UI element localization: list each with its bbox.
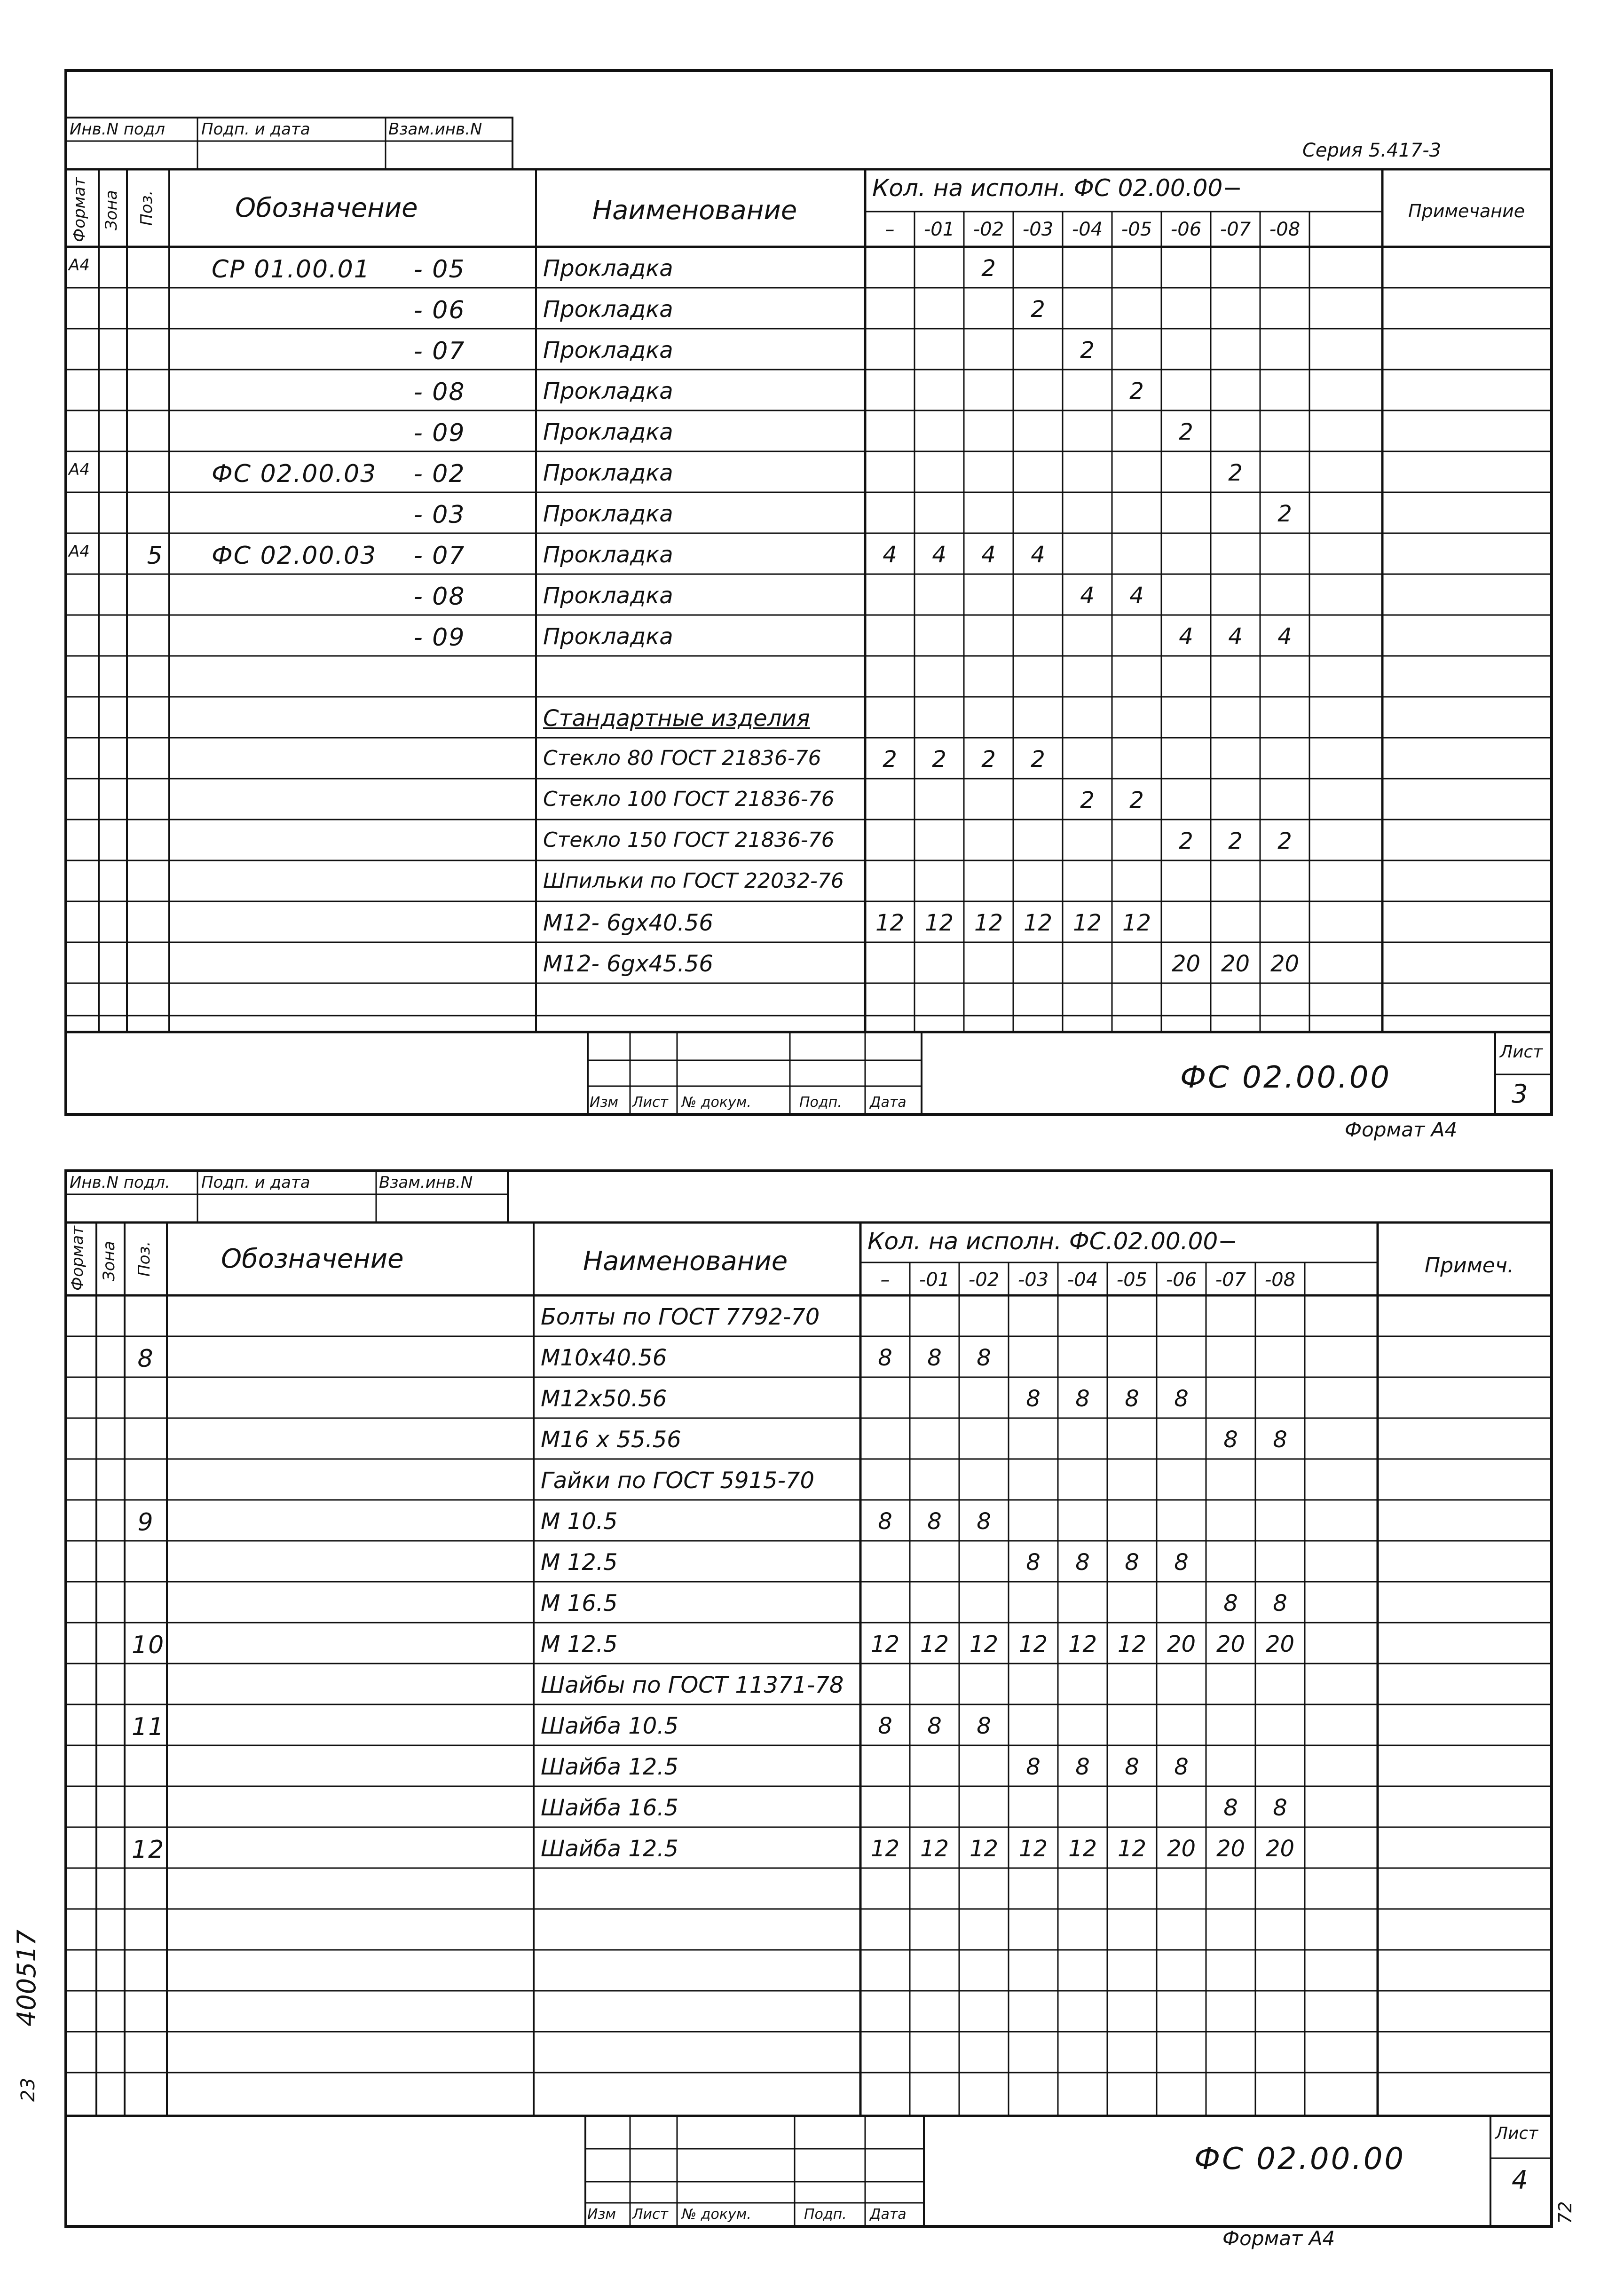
row-position: 8	[137, 1345, 154, 1373]
row-name: М12- 6gх45.56	[543, 951, 713, 977]
zone-header: Зона	[100, 1241, 118, 1281]
qty-cell: 8	[878, 1345, 892, 1371]
row-name: Стандартные изделия	[543, 705, 810, 732]
qty-cell: 2	[932, 746, 946, 773]
qty-cell: 8	[927, 1508, 942, 1535]
qty-cell: 8	[977, 1345, 991, 1371]
row-name: М12х50.56	[541, 1386, 667, 1412]
tb-podp: Подп.	[799, 1094, 842, 1111]
name-header: Наименование	[583, 1246, 788, 1277]
qty-cell: 20	[1171, 951, 1201, 977]
variant-header: -02	[968, 1269, 1000, 1291]
qty-cell: 20	[1167, 1631, 1196, 1657]
qty-cell: 12	[1072, 910, 1102, 936]
row-format: А4	[69, 542, 90, 561]
row-position: 11	[132, 1713, 165, 1741]
qty-cell: 8	[1125, 1754, 1139, 1780]
note-header: Примечание	[1408, 201, 1525, 221]
qty-cell: 20	[1265, 1836, 1295, 1862]
vzam-label: Взам.инв.N	[388, 120, 482, 139]
qty-cell: 8	[1075, 1754, 1090, 1780]
qty-cell: 8	[1223, 1427, 1238, 1453]
spec-sheet-3	[0, 0, 1624, 1141]
qty-cell: 12	[1018, 1631, 1048, 1657]
row-name: Прокладка	[543, 501, 673, 527]
format-label: Формат А4	[1345, 1118, 1458, 1141]
qty-cell: 2	[981, 746, 996, 773]
row-name: Шайба 12.5	[541, 1754, 679, 1780]
qty-cell: 2	[1228, 828, 1243, 854]
qty-cell: 12	[870, 1836, 900, 1862]
row-designation-suffix: - 08	[414, 583, 465, 611]
variant-header: -01	[923, 219, 955, 240]
variant-header: -02	[973, 219, 1004, 240]
row-name: М12- 6gх40.56	[543, 910, 713, 936]
qty-cell: 8	[1075, 1386, 1090, 1412]
qty-cell: 2	[883, 746, 897, 773]
row-name: Прокладка	[543, 583, 673, 609]
qty-cell: 8	[1174, 1549, 1189, 1576]
qty-cell: 8	[1174, 1754, 1189, 1780]
qty-cell: 2	[1277, 501, 1292, 527]
pos-header: Поз.	[137, 190, 156, 226]
spec-sheet-4	[0, 1133, 1624, 2262]
tb-doc: № докум.	[682, 2206, 751, 2223]
variant-header: -08	[1269, 219, 1301, 240]
variant-header: -06	[1170, 219, 1202, 240]
designation-header: Обозначение	[221, 1244, 404, 1274]
variant-header: -07	[1220, 219, 1251, 240]
qty-cell: 20	[1216, 1631, 1246, 1657]
qty-cell: 12	[920, 1836, 949, 1862]
tb-izm: Изм	[587, 2206, 616, 2223]
qty-cell: 2	[1031, 296, 1045, 323]
qty-cell: 8	[1075, 1549, 1090, 1576]
tb-izm: Изм	[590, 1094, 619, 1111]
qty-cell: 8	[1273, 1427, 1287, 1453]
row-position: 10	[132, 1631, 165, 1659]
row-designation-suffix: - 07	[414, 337, 465, 365]
qty-cell: 12	[974, 910, 1003, 936]
qty-cell: 2	[1179, 828, 1193, 854]
row-name: Прокладка	[543, 337, 673, 363]
qty-cell: 8	[1223, 1795, 1238, 1821]
format-header: Формат	[68, 1226, 87, 1291]
row-designation-suffix: - 08	[414, 378, 465, 406]
qty-cell: 8	[1026, 1549, 1041, 1576]
row-designation: СР 01.00.01	[212, 255, 371, 284]
variant-header: -03	[1022, 219, 1054, 240]
qty-cell: 8	[878, 1508, 892, 1535]
row-name: М10х40.56	[541, 1345, 667, 1371]
tb-sheet-label: Лист	[1500, 1042, 1543, 1062]
row-designation-suffix: - 05	[414, 255, 465, 284]
margin-page-number: 23	[17, 2078, 39, 2102]
tb-sheet-number: 3	[1512, 1079, 1528, 1109]
qty-cell: 20	[1265, 1631, 1295, 1657]
qty-cell: 12	[969, 1631, 999, 1657]
format-label: Формат А4	[1222, 2227, 1335, 2250]
variant-header: -01	[919, 1269, 950, 1291]
qty-cell: 2	[1129, 378, 1144, 404]
qty-cell: 8	[977, 1508, 991, 1535]
format-header: Формат	[70, 177, 89, 242]
qty-cell: 8	[1026, 1754, 1041, 1780]
qty-cell: 20	[1221, 951, 1250, 977]
variant-header: -08	[1264, 1269, 1296, 1291]
qty-cell: 4	[1129, 583, 1144, 609]
qty-cell: 12	[870, 1631, 900, 1657]
row-designation-suffix: - 06	[414, 296, 465, 324]
row-name: Прокладка	[543, 296, 673, 323]
vzam-label: Взам.инв.N	[379, 1173, 473, 1192]
row-name: Прокладка	[543, 623, 673, 650]
margin-archive-code: 400517	[12, 1929, 41, 2027]
qty-cell: 4	[1277, 623, 1292, 650]
row-name: Прокладка	[543, 460, 673, 486]
row-name: Шпильки по ГОСТ 22032-76	[543, 869, 844, 893]
qty-cell: 12	[1117, 1631, 1147, 1657]
row-name: Шайба 12.5	[541, 1836, 679, 1862]
row-name: Прокладка	[543, 419, 673, 445]
variant-header: -04	[1072, 219, 1103, 240]
designation-header: Обозначение	[235, 193, 418, 223]
row-name: М 16.5	[541, 1590, 618, 1617]
qty-cell: 4	[1080, 583, 1095, 609]
row-name: М 10.5	[541, 1508, 618, 1535]
variant-header: -05	[1116, 1269, 1148, 1291]
row-name: Прокладка	[543, 542, 673, 568]
series-label: Серия 5.417-3	[1302, 140, 1442, 161]
row-name: Стекло 80 ГОСТ 21836-76	[543, 746, 821, 770]
qty-cell: 4	[932, 542, 946, 568]
note-header: Примеч.	[1425, 1254, 1514, 1278]
inv-podl-label: Инв.N подл.	[70, 1173, 170, 1192]
qty-cell: 2	[1228, 460, 1243, 486]
row-position: 12	[132, 1836, 165, 1864]
qty-cell: 8	[878, 1713, 892, 1739]
pos-header: Поз.	[135, 1241, 154, 1277]
qty-cell: 20	[1167, 1836, 1196, 1862]
tb-sheet-label: Лист	[1495, 2124, 1538, 2143]
qty-cell: 4	[1228, 623, 1243, 650]
qty-cell: 8	[927, 1713, 942, 1739]
qty-cell: 8	[927, 1345, 942, 1371]
row-name: Болты по ГОСТ 7792-70	[541, 1304, 820, 1330]
qty-cell: 12	[924, 910, 954, 936]
qty-cell: 2	[1179, 419, 1193, 445]
row-position: 9	[137, 1508, 154, 1537]
qty-cell: 4	[1031, 542, 1045, 568]
qty-cell: 2	[1277, 828, 1292, 854]
podp-data-label: Подп. и дата	[201, 1173, 310, 1192]
tb-list: Лист	[632, 2206, 669, 2223]
name-header: Наименование	[592, 195, 797, 226]
qty-cell: 12	[920, 1631, 949, 1657]
row-name: М 12.5	[541, 1549, 618, 1576]
qty-cell: 12	[969, 1836, 999, 1862]
qty-cell: 12	[1018, 1836, 1048, 1862]
row-format: А4	[69, 460, 90, 479]
qty-cell: 12	[1117, 1836, 1147, 1862]
variant-header: -07	[1215, 1269, 1246, 1291]
qty-cell: 12	[1068, 1836, 1097, 1862]
row-designation: ФС 02.00.03	[212, 460, 377, 488]
row-name: Прокладка	[543, 378, 673, 404]
row-name: Прокладка	[543, 255, 673, 282]
variant-header: -03	[1017, 1269, 1049, 1291]
qty-cell: 2	[1080, 337, 1095, 363]
row-name: Шайба 16.5	[541, 1795, 679, 1821]
qty-cell: 12	[875, 910, 905, 936]
tb-doc: № докум.	[682, 1094, 751, 1111]
qty-cell: 2	[1031, 746, 1045, 773]
podp-data-label: Подп. и дата	[201, 120, 310, 139]
qty-cell: 8	[977, 1713, 991, 1739]
qty-cell: 4	[1179, 623, 1193, 650]
variant-header: -04	[1067, 1269, 1098, 1291]
row-designation-suffix: - 09	[414, 623, 465, 652]
row-designation-suffix: - 03	[414, 501, 465, 529]
qty-cell: 12	[1023, 910, 1053, 936]
row-name: Шайба 10.5	[541, 1713, 679, 1739]
qty-group-header: Кол. на исполн. ФС 02.00.00−	[872, 174, 1243, 202]
row-name: М 12.5	[541, 1631, 618, 1657]
row-name: Гайки по ГОСТ 5915-70	[541, 1467, 814, 1494]
qty-cell: 8	[1125, 1549, 1139, 1576]
corner-page-number: 72	[1555, 2201, 1576, 2224]
qty-cell: 8	[1223, 1590, 1238, 1617]
qty-cell: 8	[1273, 1795, 1287, 1821]
row-designation-suffix: - 07	[414, 542, 465, 570]
qty-cell: 20	[1270, 951, 1300, 977]
tb-designation: ФС 02.00.00	[1180, 1060, 1392, 1095]
qty-cell: 2	[981, 255, 996, 282]
inv-podl-label: Инв.N подл	[70, 120, 166, 139]
qty-cell: 20	[1216, 1836, 1246, 1862]
row-name: Шайбы по ГОСТ 11371-78	[541, 1672, 844, 1698]
qty-cell: 8	[1174, 1386, 1189, 1412]
row-name: М16 х 55.56	[541, 1427, 681, 1453]
variant-header: -05	[1121, 219, 1152, 240]
qty-cell: 4	[981, 542, 996, 568]
row-format: А4	[69, 256, 90, 275]
row-name: Стекло 150 ГОСТ 21836-76	[543, 828, 835, 852]
qty-cell: 8	[1026, 1386, 1041, 1412]
qty-cell: 2	[1080, 787, 1095, 813]
row-position: 5	[147, 542, 164, 570]
tb-data: Дата	[870, 2206, 907, 2223]
qty-cell: 12	[1122, 910, 1151, 936]
tb-podp: Подп.	[804, 2206, 847, 2223]
row-name: Стекло 100 ГОСТ 21836-76	[543, 787, 835, 811]
zone-header: Зона	[102, 190, 121, 230]
variant-header: –	[880, 1269, 890, 1291]
qty-cell: 4	[883, 542, 897, 568]
row-designation-suffix: - 02	[414, 460, 465, 488]
tb-designation: ФС 02.00.00	[1194, 2142, 1406, 2177]
qty-cell: 8	[1273, 1590, 1287, 1617]
qty-cell: 12	[1068, 1631, 1097, 1657]
tb-data: Дата	[870, 1094, 907, 1111]
row-designation: ФС 02.00.03	[212, 542, 377, 570]
qty-cell: 8	[1125, 1386, 1139, 1412]
tb-list: Лист	[632, 1094, 669, 1111]
variant-header: -06	[1166, 1269, 1197, 1291]
qty-group-header: Кол. на исполн. ФС.02.00.00−	[867, 1228, 1238, 1255]
variant-header: –	[885, 219, 895, 240]
qty-cell: 2	[1129, 787, 1144, 813]
row-designation-suffix: - 09	[414, 419, 465, 447]
tb-sheet-number: 4	[1512, 2165, 1528, 2195]
